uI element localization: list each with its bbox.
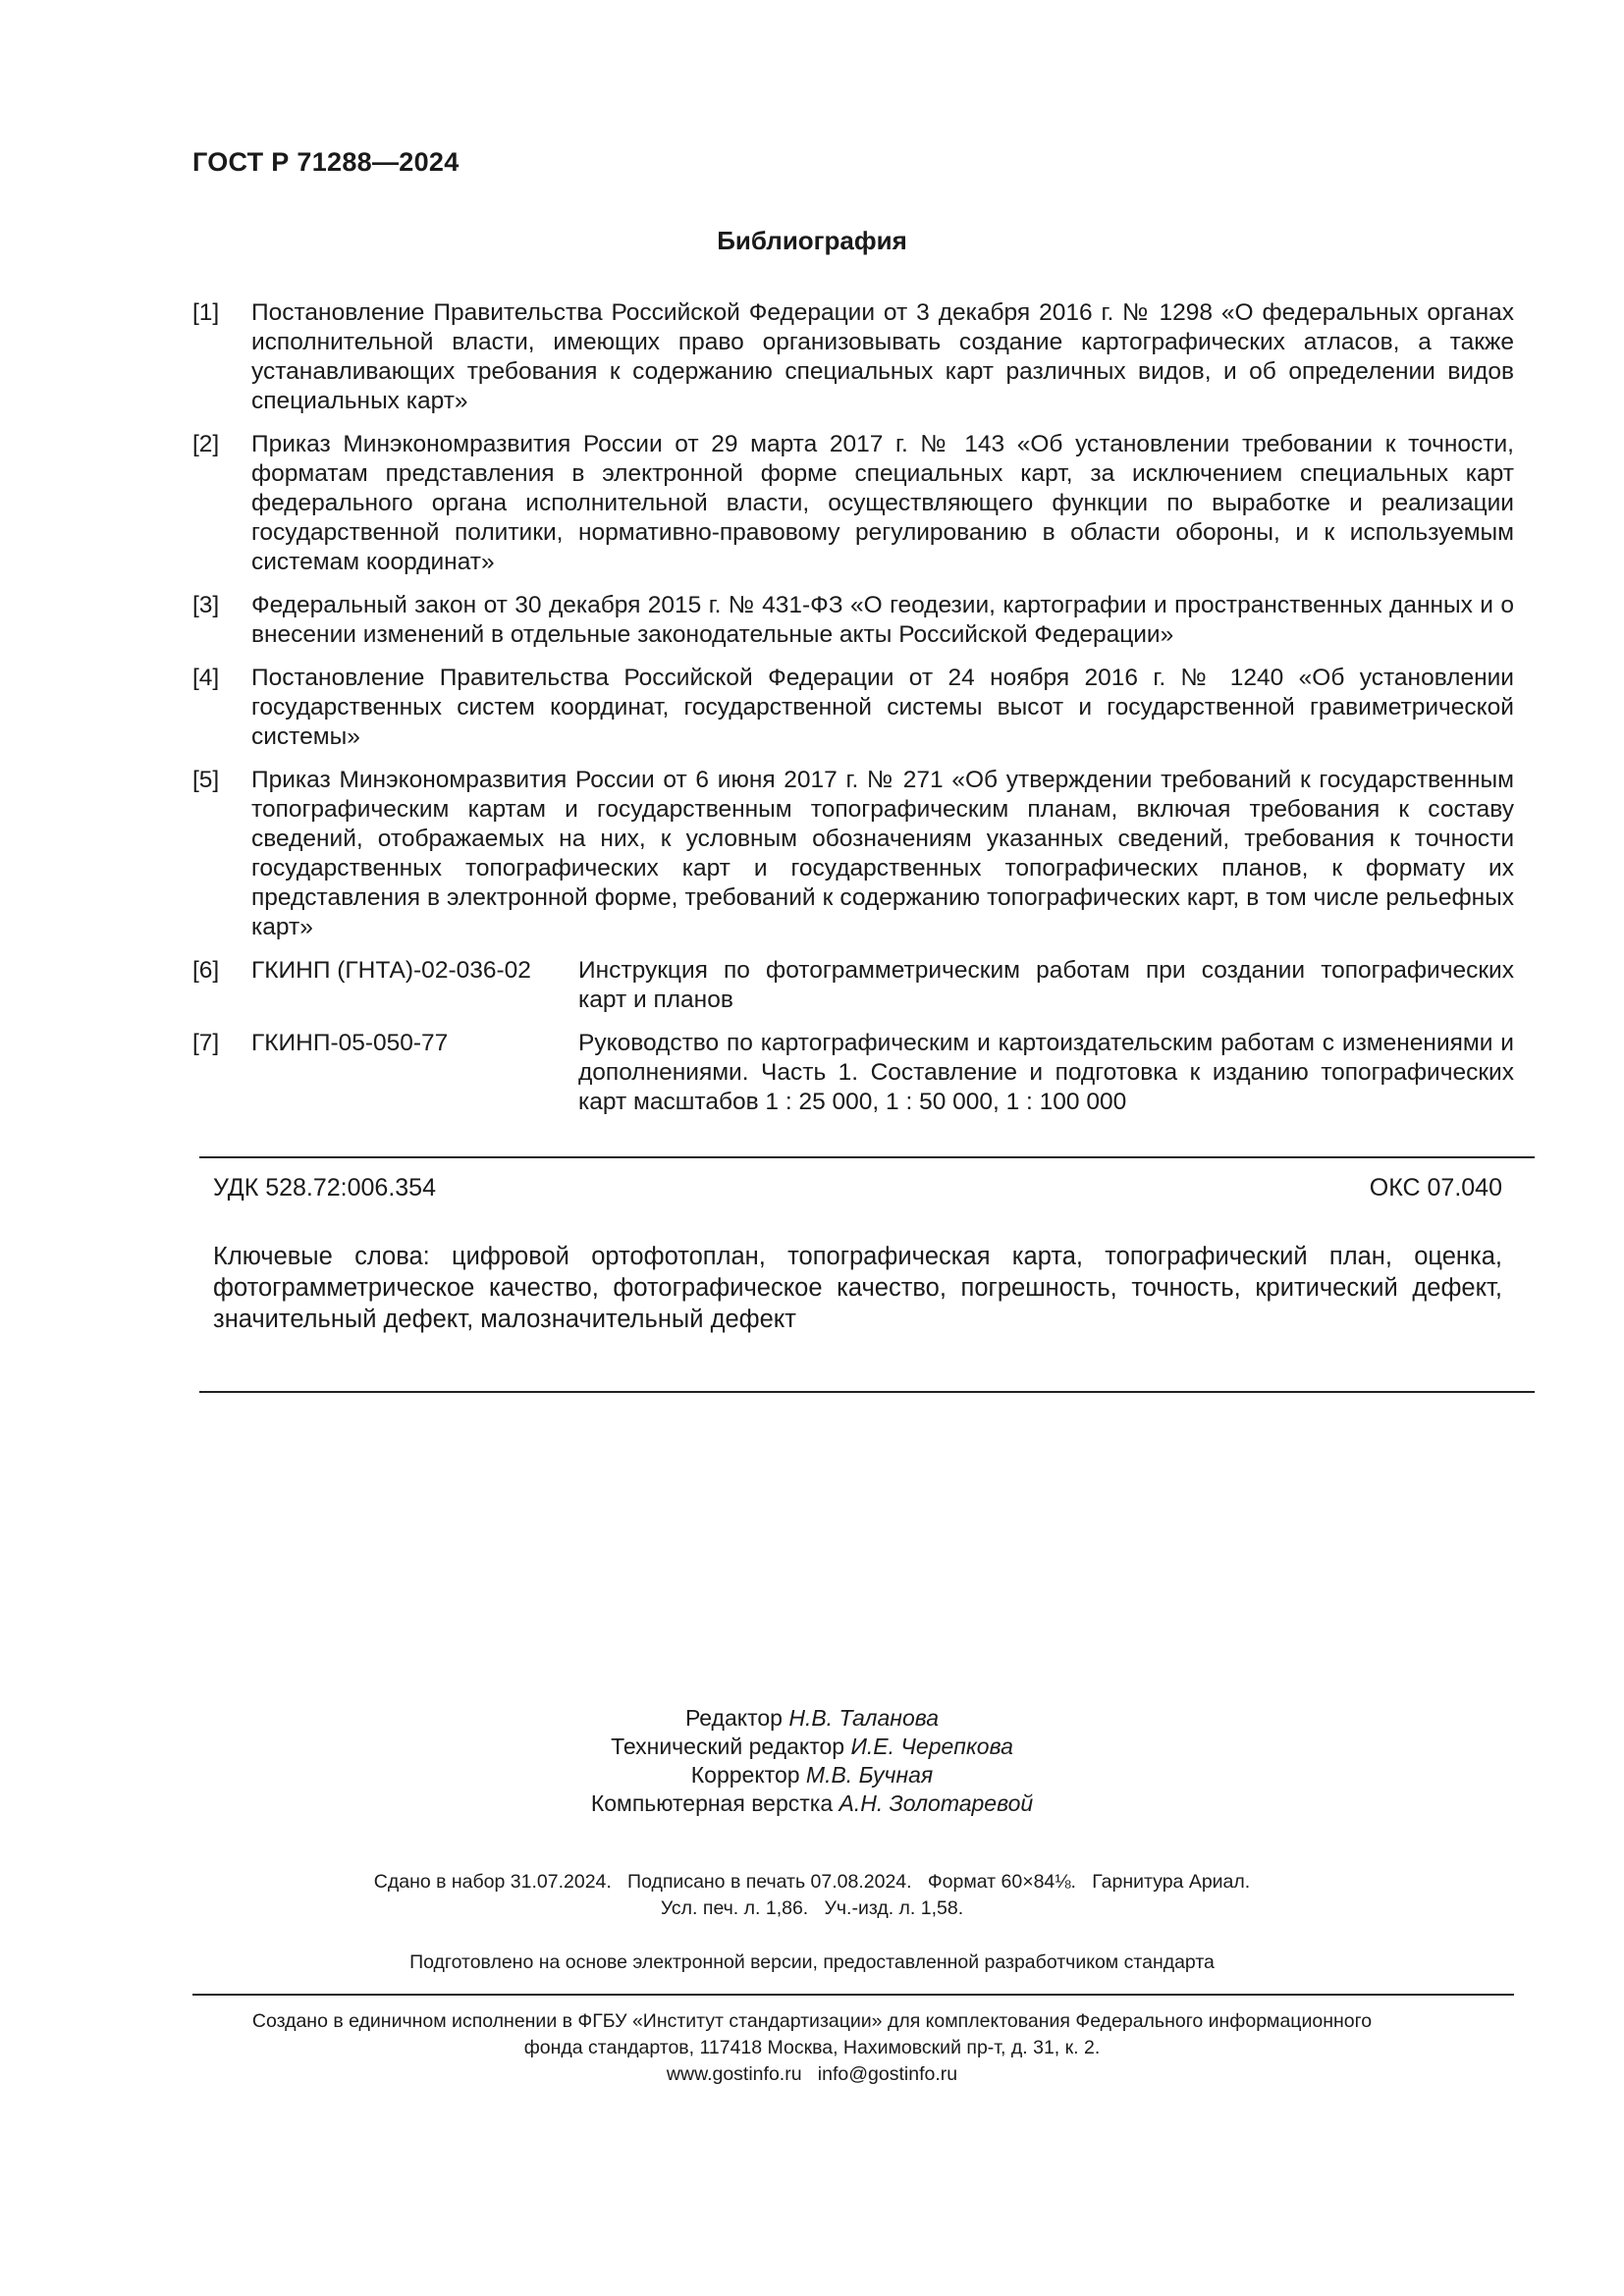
credit-name: И.Е. Черепкова <box>850 1734 1013 1759</box>
created-note-line: фонда стандартов, 117418 Москва, Нахимовский пр-т, д. 31, к. 2. <box>523 2037 1101 2058</box>
bibliography-item <box>192 766 1514 942</box>
bibliography-item-text: Инструкция по фотограмметрическим работам при создании топографических карт и планов <box>578 957 1514 1013</box>
bibliography-item <box>192 298 1514 416</box>
bibliography-item <box>192 956 1514 1015</box>
bibliography-item-text: Постановление Правительства Российской Федерации от 3 декабря 2016 г. № 1298 «О федеральных органах исполнительной власти, имеющих право организовывать создание картографических атласов, а также устанавливающих требования к содержанию специальных карт различных видов, и об определении видов специальных карт» <box>251 299 1514 414</box>
divider-top <box>199 1156 1535 1158</box>
created-note <box>0 2008 1624 2088</box>
bibliography-item-text: Федеральный закон от 30 декабря 2015 г. № 431-ФЗ «О геодезии, картографии и пространственных данных и о внесении изменений в отдельные законодательные акты Российской Федерации» <box>251 592 1514 648</box>
credit-role: Корректор <box>690 1762 800 1788</box>
keywords-paragraph: Ключевые слова: цифровой ортофотоплан, топографическая карта, топографический план, оценка, фотограмметрическое качество, фотографическое качество, погрешность, точность, критический дефект, значительный дефект, малозначительный дефект <box>213 1243 1502 1333</box>
print-info-line: Сдано в набор 31.07.2024. Подписано в печать 07.08.2024. Формат 60×84⅛. Гарнитура Ариал. <box>373 1871 1251 1893</box>
credit-name: М.В. Бучная <box>805 1762 934 1788</box>
bibliography-item-number: [3] <box>192 592 220 618</box>
bibliography-item-number: [6] <box>192 957 220 984</box>
print-info-line: Усл. печ. л. 1,86. Уч.-изд. л. 1,58. <box>660 1897 964 1919</box>
bibliography-item <box>192 664 1514 752</box>
prepared-note: Подготовлено на основе электронной версии, предоставленной разработчиком стандарта <box>409 1951 1215 1973</box>
credit-role: Компьютерная верстка <box>590 1790 834 1816</box>
credit-line <box>0 1761 1624 1789</box>
bibliography-item <box>192 1029 1514 1117</box>
credit-name: А.Н. Золотаревой <box>839 1790 1034 1816</box>
credit-line <box>0 1789 1624 1818</box>
bibliography-item-text: Постановление Правительства Российской Федерации от 24 ноября 2016 г. № 1240 «Об установлении государственных систем координат, государственной системы высот и государственной гравиметрической системы» <box>251 665 1514 750</box>
bibliography-item <box>192 591 1514 650</box>
credits-block <box>0 1704 1624 1818</box>
bibliography-item-number: [2] <box>192 431 220 457</box>
bibliography-item <box>192 430 1514 577</box>
bibliography-item-code: ГКИНП-05-050-77 <box>251 1030 449 1056</box>
credit-role: Технический редактор <box>611 1734 845 1759</box>
bibliography-item-text: Приказ Минэкономразвития России от 6 июня 2017 г. № 271 «Об утверждении требований к государственным топографическим картам и государственным топографическим планам, включая требования к составу сведений, отображаемых на них, к условным обозначениям указанных сведений, требования к точности государственных топографических карт и государственных топографических планов, к формату их представления в электронной форме, требований к содержанию топографических карт, в том числе рельефных карт» <box>251 767 1514 940</box>
bibliography-item-number: [1] <box>192 299 220 326</box>
bibliography-item-number: [7] <box>192 1030 220 1056</box>
oks-code: ОКС 07.040 <box>1369 1174 1502 1201</box>
standard-code: ГОСТ Р 71288—2024 <box>192 147 460 177</box>
bibliography-item-text: Приказ Минэкономразвития России от 29 марта 2017 г. № 143 «Об установлении требовании к точности, форматам представления в электронной форме специальных карт, за исключением специальных карт федерального органа исполнительной власти, осуществляющего функции по выработке и реализации государственной политики, нормативно-правовому регулированию в области обороны, и к используемым системам координат» <box>251 431 1514 575</box>
credit-name: Н.В. Таланова <box>788 1705 940 1731</box>
bibliography-list <box>192 298 1514 1131</box>
bibliography-item-code: ГКИНП (ГНТА)-02-036-02 <box>251 957 531 984</box>
footer-divider <box>192 1994 1514 1996</box>
bibliography-title: Библиография <box>717 226 907 255</box>
credit-line <box>0 1704 1624 1733</box>
credit-line <box>0 1733 1624 1761</box>
print-info <box>0 1869 1624 1922</box>
contact-links: www.gostinfo.ru info@gostinfo.ru <box>666 2063 958 2085</box>
bibliography-item-text: Руководство по картографическим и картоиздательским работам с изменениями и дополнениями. Часть 1. Составление и подготовка к изданию топографических карт масштабов 1 : 25 000, 1 : 50 000, 1 : 100 000 <box>578 1030 1514 1115</box>
bibliography-item-number: [4] <box>192 665 220 691</box>
bibliography-item-number: [5] <box>192 767 220 793</box>
udc-code: УДК 528.72:006.354 <box>213 1174 436 1201</box>
divider-bottom <box>199 1391 1535 1393</box>
credit-role: Редактор <box>684 1705 783 1731</box>
created-note-line: Создано в единичном исполнении в ФГБУ «Институт стандартизации» для комплектования Федерального информационного <box>251 2010 1373 2032</box>
